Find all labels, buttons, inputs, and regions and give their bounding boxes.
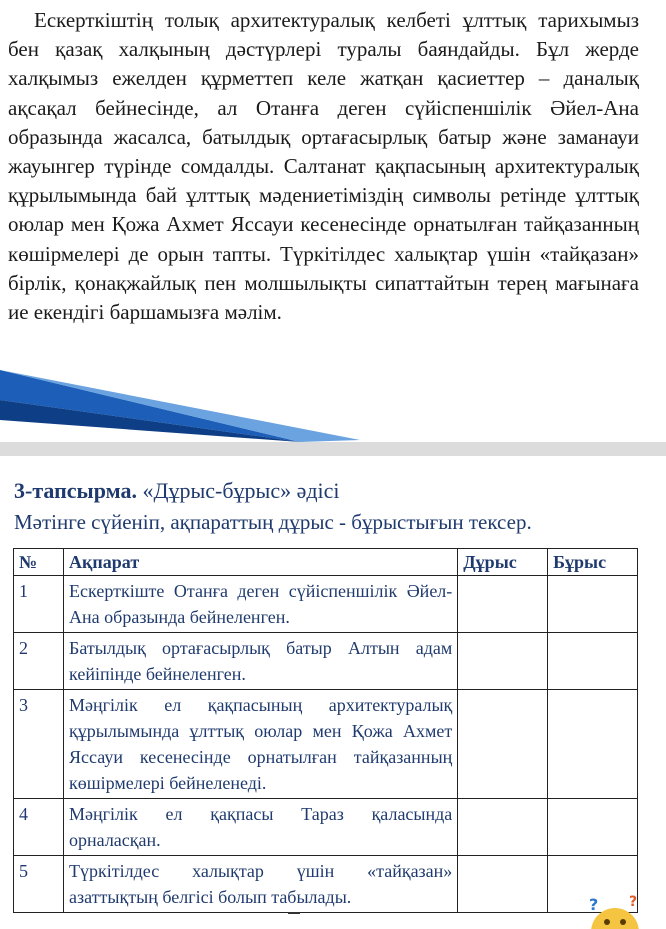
row-number: 2 — [14, 633, 64, 690]
row-number: 3 — [14, 690, 64, 799]
decorative-banner — [0, 370, 666, 460]
task-number: 3-тапсырма. — [14, 478, 137, 503]
header-wrong: Бұрыс — [548, 549, 638, 576]
task-instruction: Мәтінге сүйеніп, ақпараттың дұрыс - бұрыстығын тексер. — [14, 510, 532, 534]
table-row — [14, 633, 638, 690]
header-number: № — [14, 549, 64, 576]
table-header-row — [14, 549, 638, 576]
row-number: 4 — [14, 799, 64, 856]
row-info: Ескерткіште Отанға деген сүйіспеншілік Әйел-Ана образында бейнеленген. — [64, 576, 458, 633]
row-wrong-cell[interactable] — [548, 576, 638, 633]
table-row — [14, 690, 638, 799]
row-info: Батылдық ортағасырлық батыр Алтын адам кейіпінде бейнеленген. — [64, 633, 458, 690]
task-title — [14, 478, 340, 504]
true-false-table — [13, 548, 638, 913]
table-row — [14, 856, 638, 913]
row-correct-cell[interactable] — [458, 576, 548, 633]
row-wrong-cell[interactable] — [548, 690, 638, 799]
row-correct-cell[interactable] — [458, 799, 548, 856]
table-row — [14, 799, 638, 856]
header-info: Ақпарат — [64, 549, 458, 576]
svg-text:?: ? — [589, 895, 599, 914]
row-number: 1 — [14, 576, 64, 633]
row-wrong-cell[interactable] — [548, 633, 638, 690]
task-method: «Дұрыс-бұрыс» әдісі — [142, 478, 340, 503]
row-correct-cell[interactable] — [458, 856, 548, 913]
passage-text: Ескерткіштің толық архитектуралық келбеті ұлттық тарихымыз бен қазақ халқының дәстүрлері туралы баяндайды. Бұл жерде халқымыз ежелден құрметтеп келе жатқан қасиеттер – даналық ақсақал бейнесінде, ал Отанға деген сүйіспеншілік Әйел-Ана образында жасалса, батылдық ортағасырлық батыр және заманауи жауынгер түрінде сомдалды. Салтанат қақпасының архитектуралық құрылымында бай ұлттық мәдениетіміздің символы ретінде ұлттық оюлар мен Қожа Ахмет Яссауи кесенесінде орнатылған тайқазанның көшірмелері де орын тапты. Түркітілдес халықтар үшін «тайқазан» бірлік, қонақжайлық пен молшылықты сипаттайтын терең мағынаға ие екендігі баршамызға мәлім. — [8, 8, 639, 325]
row-info: Мәңгілік ел қақпасы Тараз қаласында орналасқан. — [64, 799, 458, 856]
row-info: Мәңгілік ел қақпасының архитектуралық құрылымында ұлттық оюлар мен Қожа Ахмет Яссауи кесенесінде орнатылған тайқазанның көшірмелері бейнеленеді. — [64, 690, 458, 799]
row-correct-cell[interactable] — [458, 690, 548, 799]
table-row — [14, 576, 638, 633]
row-wrong-cell[interactable] — [548, 799, 638, 856]
header-correct: Дұрыс — [458, 549, 548, 576]
row-number: 5 — [14, 856, 64, 913]
svg-text:?: ? — [629, 894, 638, 910]
thinking-emoji-icon — [585, 892, 645, 929]
row-info: Түркітілдес халықтар үшін «тайқазан» азаттықтың белгісі болып табылады. — [64, 856, 458, 913]
row-correct-cell[interactable] — [458, 633, 548, 690]
page-mark — [288, 912, 300, 914]
